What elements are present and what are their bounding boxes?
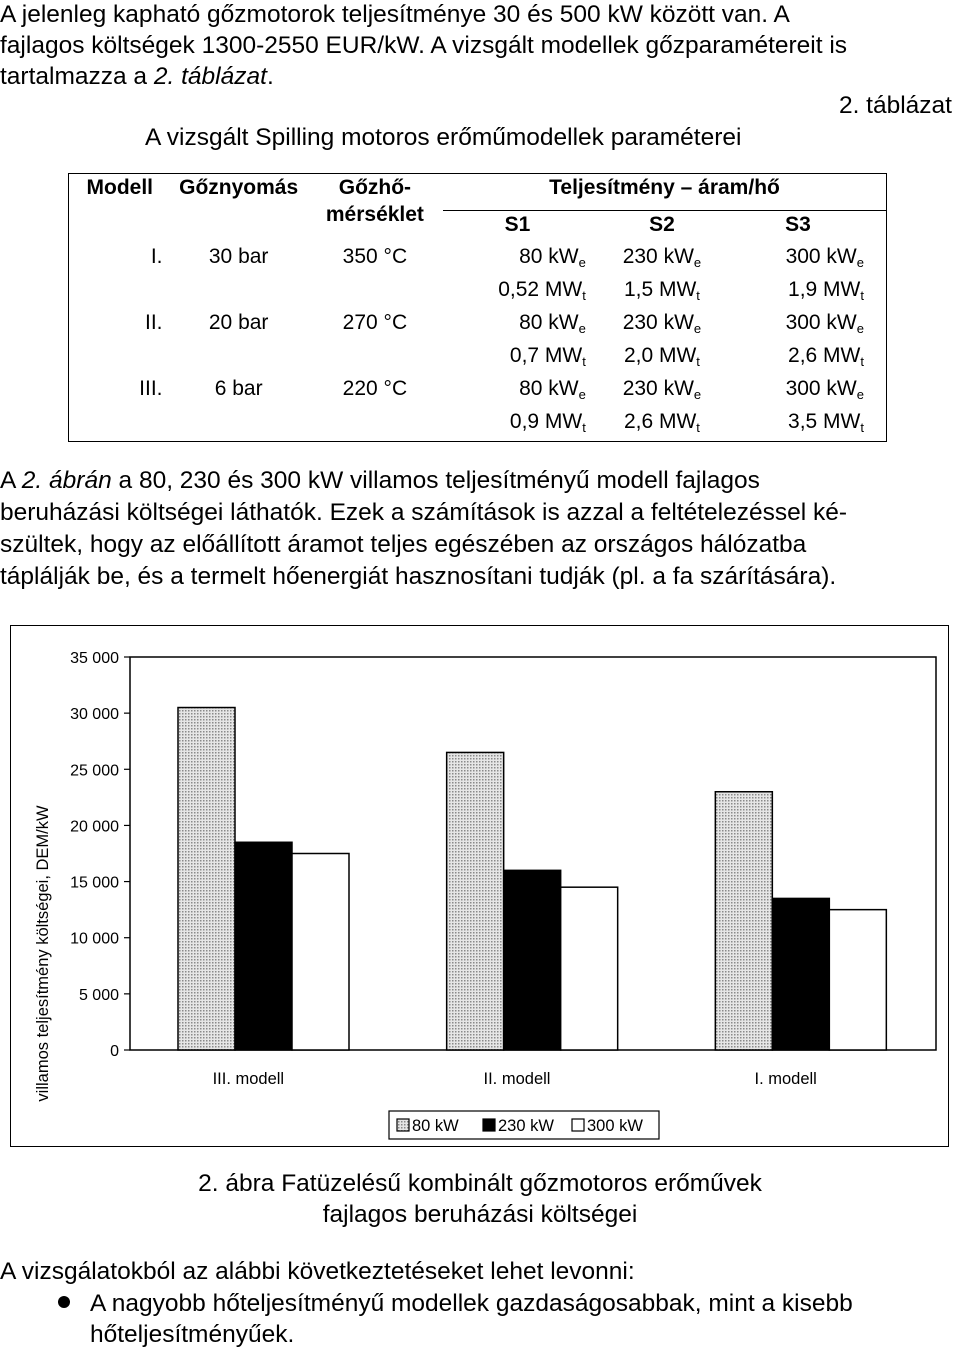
parameters-table <box>68 173 887 442</box>
intro-line-3 <box>0 61 955 93</box>
header-temperature-line2: mérséklet <box>325 203 424 226</box>
para2-line1-post: a 80, 230 és 300 kW villamos teljesítményű modell fajlagos <box>111 467 760 494</box>
cell-s2 <box>592 375 732 442</box>
table-number: 2. táblázat <box>838 92 952 119</box>
cell-temperature: 350 °C <box>342 245 408 268</box>
subscript: t <box>582 288 586 303</box>
cell-s1-thermal <box>443 408 586 441</box>
cell-temperature: 220 °C <box>342 377 408 400</box>
cell-s3 <box>732 375 887 442</box>
legend-label: 80 kW <box>412 1117 459 1135</box>
subscript: t <box>582 354 586 369</box>
bar-300kw <box>292 854 349 1051</box>
cell-model: I. <box>150 245 163 268</box>
cell-model: II. <box>145 311 163 334</box>
y-tick-label: 20 000 <box>70 818 119 836</box>
bar-chart <box>11 626 948 1146</box>
cell-s2-thermal <box>592 342 732 375</box>
cell-s2-electric <box>592 309 732 342</box>
cell-s2 <box>592 243 732 309</box>
header-pressure: Gőznyomás <box>179 176 299 199</box>
bar-230kw <box>504 870 561 1050</box>
cell-pressure: 20 bar <box>208 311 269 334</box>
header-temperature-line1: Gőzhő- <box>338 176 412 199</box>
cell-s2-electric <box>592 375 732 408</box>
subscript: e <box>856 255 864 270</box>
subscript: e <box>693 255 702 270</box>
cell-s2-thermal <box>592 276 732 309</box>
subscript: e <box>578 321 586 336</box>
cell-s1-electric <box>443 309 586 342</box>
subscript: e <box>693 321 702 336</box>
value: 0,52 MW <box>498 278 583 301</box>
table-row <box>69 309 887 375</box>
value: 2,6 MW <box>623 410 697 433</box>
bar-300kw <box>561 887 618 1050</box>
legend-swatch <box>483 1119 495 1131</box>
value: 80 kW <box>519 311 579 334</box>
bar-300kw <box>829 910 886 1050</box>
subscript: t <box>582 420 586 435</box>
cell-s1 <box>443 309 592 375</box>
x-category-label: III. modell <box>212 1070 285 1088</box>
legend-swatch <box>572 1119 584 1131</box>
bullet-line-2: hőteljesítményűek. <box>90 1321 295 1348</box>
figure-reference-link: 2. ábrán <box>21 467 112 494</box>
cell-s3 <box>732 309 887 375</box>
bar-80kw <box>178 708 235 1050</box>
value: 1,9 MW <box>788 278 861 301</box>
table-row <box>69 243 887 309</box>
para2-line-4: táplálják be, és a termelt hőenergiát hasznosítani tudják (pl. a fa szárítására). <box>0 563 837 590</box>
value: 2,6 MW <box>788 344 861 367</box>
subscript: e <box>693 387 702 402</box>
value: 230 kW <box>622 377 694 400</box>
legend-swatch <box>397 1119 409 1131</box>
y-tick-label: 30 000 <box>70 706 119 724</box>
para2-line-2: beruházási költségei láthatók. Ezek a számítások is azzal a feltételezéssel ké- <box>0 499 848 526</box>
intro-line-2: fajlagos költségek 1300-2550 EUR/kW. A vizsgált modellek gőzparamétereit is <box>0 32 848 59</box>
subscript: e <box>856 321 864 336</box>
cell-s3-thermal <box>732 408 864 441</box>
subscript: e <box>578 387 586 402</box>
legend-label: 300 kW <box>587 1117 643 1135</box>
cell-s3-electric <box>732 375 864 408</box>
header-s1: S1 <box>504 213 531 236</box>
value: 3,5 MW <box>788 410 861 433</box>
cell-s2-thermal <box>592 408 732 441</box>
cell-s3-thermal <box>732 342 864 375</box>
cell-model: III. <box>139 377 163 400</box>
para2-line-1 <box>0 465 955 497</box>
cell-s1-thermal <box>443 342 586 375</box>
intro-line-1: A jelenleg kapható gőzmotorok teljesítménye 30 és 500 kW között van. A <box>0 1 790 28</box>
y-tick-label: 10 000 <box>70 930 119 948</box>
header-s2: S2 <box>649 213 675 236</box>
table-title: A vizsgált Spilling motoros erőműmodellek paraméterei <box>145 124 742 151</box>
value: 230 kW <box>622 245 694 268</box>
y-tick-label: 5 000 <box>78 986 119 1004</box>
bullet-icon <box>58 1296 70 1308</box>
cell-pressure: 6 bar <box>214 377 263 400</box>
y-tick-label: 25 000 <box>70 762 119 780</box>
bar-80kw <box>447 752 504 1050</box>
table-row <box>69 375 887 442</box>
header-model: Modell <box>86 176 153 199</box>
value: 2,0 MW <box>623 344 697 367</box>
bar-80kw <box>715 792 772 1050</box>
value: 300 kW <box>785 377 857 400</box>
cell-s3-electric <box>732 243 864 276</box>
cell-s3-electric <box>732 309 864 342</box>
para2-line-3: szültek, hogy az előállított áramot teljes egészében az országos hálózatba <box>0 531 807 558</box>
cell-s1 <box>443 243 592 309</box>
value: 300 kW <box>785 311 857 334</box>
y-tick-label: 0 <box>110 1043 119 1060</box>
subscript: t <box>696 420 700 435</box>
value: 1,5 MW <box>623 278 697 301</box>
bar-230kw <box>235 842 292 1050</box>
header-s3: S3 <box>785 213 811 236</box>
cell-s1-electric <box>443 243 586 276</box>
cell-s2-electric <box>592 243 732 276</box>
conclusion-intro: A vizsgálatokból az alábbi következtetéseket lehet levonni: <box>0 1258 635 1285</box>
cell-temperature: 270 °C <box>342 311 408 334</box>
subscript: t <box>860 420 864 435</box>
value: 80 kW <box>519 377 579 400</box>
y-axis-label: villamos teljesítmény költségei, DEM/kW <box>34 805 52 1102</box>
value: 300 kW <box>785 245 857 268</box>
header-power: Teljesítmény – áram/hő <box>443 174 887 211</box>
cell-s3 <box>732 243 887 309</box>
x-category-label: II. modell <box>483 1070 551 1088</box>
subscript: t <box>860 288 864 303</box>
value: 0,9 MW <box>509 410 583 433</box>
subscript: e <box>578 255 586 270</box>
cell-s3-thermal <box>732 276 864 309</box>
para2-pre: A <box>0 467 22 494</box>
table-reference-link: 2. táblázat <box>153 63 267 90</box>
subscript: t <box>696 354 700 369</box>
legend-label: 230 kW <box>498 1117 554 1135</box>
intro-line-3-post: . <box>266 63 274 90</box>
value: 230 kW <box>622 311 694 334</box>
bullet-line-1: A nagyobb hőteljesítményű modellek gazdaságosabbak, mint a kisebb <box>90 1290 853 1317</box>
cell-s1-electric <box>443 375 586 408</box>
header-temperature <box>307 174 443 244</box>
value: 0,7 MW <box>509 344 583 367</box>
chart-frame <box>10 625 949 1147</box>
caption-line-2: fajlagos beruházási költségei <box>322 1201 638 1228</box>
figure-caption <box>0 1168 960 1230</box>
subscript: t <box>860 354 864 369</box>
y-tick-label: 35 000 <box>70 650 119 667</box>
bar-230kw <box>772 898 829 1050</box>
intro-line-3-pre: tartalmazza a <box>0 63 154 90</box>
cell-s1 <box>443 375 592 442</box>
subscript: t <box>696 288 700 303</box>
cell-pressure: 30 bar <box>208 245 269 268</box>
subscript: e <box>856 387 864 402</box>
cell-s2 <box>592 309 732 375</box>
y-tick-label: 15 000 <box>70 874 119 892</box>
x-category-label: I. modell <box>754 1070 817 1088</box>
value: 80 kW <box>519 245 579 268</box>
cell-s1-thermal <box>443 276 586 309</box>
caption-line-1: 2. ábra Fatüzelésű kombinált gőzmotoros erőművek <box>198 1170 762 1197</box>
